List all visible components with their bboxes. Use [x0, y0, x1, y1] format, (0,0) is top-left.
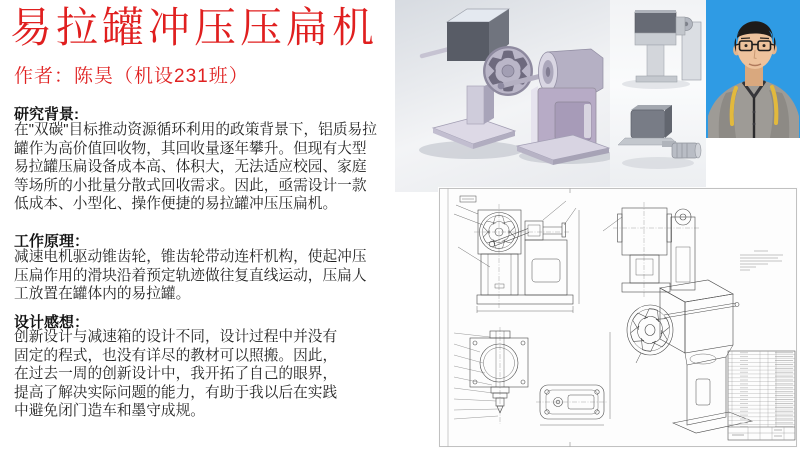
text-line: 罐作为高价值回收物，其回收量逐年攀升。但现有大型 — [14, 140, 367, 157]
text-line: 易拉罐压扁设备成本高、体积大，无法适应校园、家庭 — [14, 159, 367, 176]
text-line: 固定的程式，也没有详尽的教材可以照搬。因此， — [14, 347, 338, 364]
main-3d-render-image — [395, 0, 628, 192]
text-line: 工放置在罐体内的易拉罐。 — [14, 286, 191, 303]
section-heading-background: 研究背景: — [14, 106, 79, 123]
page-title: 易拉罐冲压压扁机 — [10, 4, 379, 51]
text-line: 在过去一周的创新设计中，我开拓了自己的眼界， — [14, 366, 338, 383]
author-line: 作者：陈昊（机设231班） — [14, 66, 249, 87]
secondary-renders-image — [610, 0, 706, 190]
text-line: 低成本、小型化、操作便捷的易拉罐冲压压扁机。 — [14, 196, 338, 213]
text-line: 中避免闭门造车和墨守成规。 — [14, 403, 205, 420]
author-photo — [706, 0, 800, 138]
side-view-render — [622, 10, 701, 89]
section-body-principle — [14, 248, 367, 304]
section-body-reflection — [14, 328, 337, 421]
text-line: 减速电机驱动锥齿轮，锥齿轮带动连杆机构，使起冲压 — [14, 249, 367, 265]
text-line: 创新设计与减速箱的设计不同，设计过程中并没有 — [14, 329, 338, 345]
engineering-drawing-image — [438, 187, 798, 448]
section-heading-principle: 工作原理： — [14, 233, 90, 250]
text-line: 提高了解决实际问题的能力，有助于我以后在实践 — [14, 384, 338, 401]
gearbox-motor-render — [618, 105, 701, 169]
section-body-background — [14, 121, 377, 214]
section-heading-reflection: 设计感想： — [14, 314, 90, 331]
text-line: 压扁作用的滑块沿着预定轨迹做往复直线运动，压扁人 — [14, 267, 367, 284]
text-line: 等场所的小批量分散式回收需求。因此，亟需设计一款 — [14, 177, 367, 194]
text-line: 在"双碳"目标推动资源循环利用的政策背景下，铝质易拉 — [14, 122, 377, 138]
